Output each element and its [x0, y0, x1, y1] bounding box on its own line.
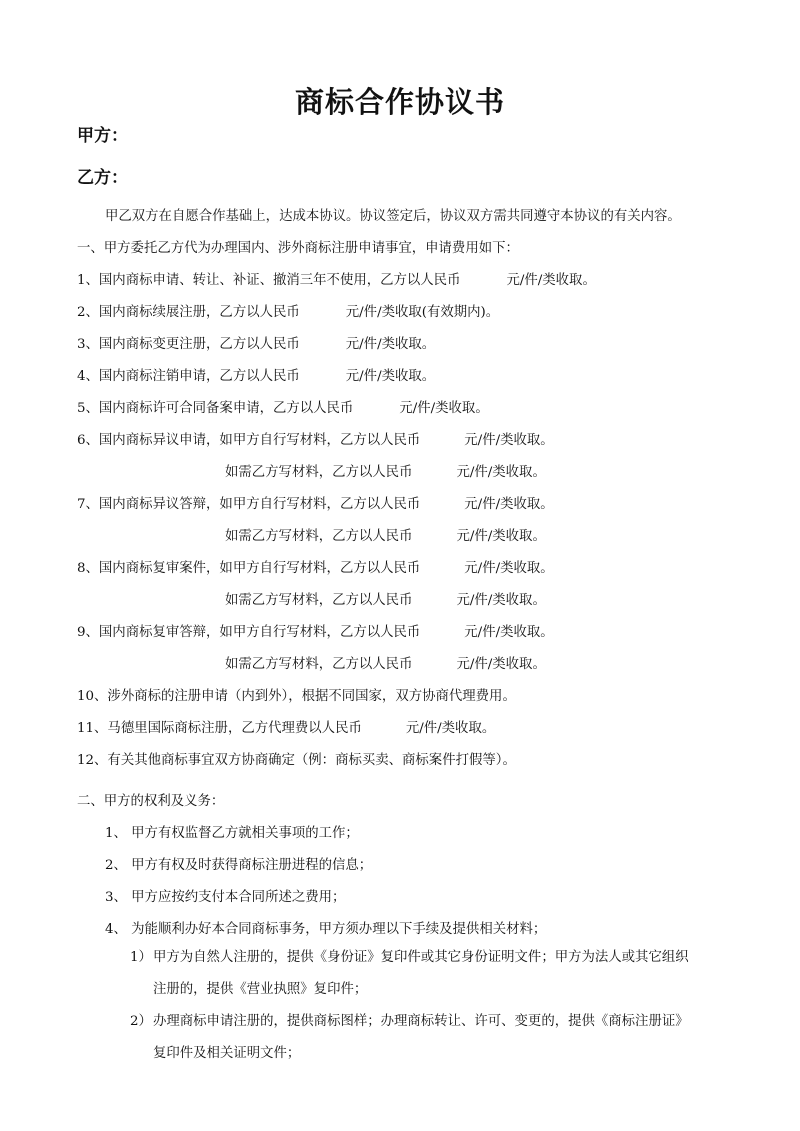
fee-item-unit: 元/件/类收取。	[464, 625, 554, 640]
sub-item-line: 办理商标申请注册的，提供商标图样；办理商标转让、许可、变更的，提供《商标注册证》	[153, 1014, 689, 1029]
fee-item	[225, 461, 546, 480]
party-b-label: 乙方：	[77, 168, 128, 188]
intro-paragraph: 甲乙双方在自愿合作基础上，达成本协议。协议签定后，协议双方需共同遵守本协议的有关内容。	[105, 209, 681, 224]
fee-item-unit: 元/件/类收取。	[399, 401, 489, 416]
fee-item-text: 9、国内商标复审答辩，如甲方自行写材料，乙方以人民币	[77, 625, 421, 640]
fee-item-unit: 元/件/类收取。	[506, 273, 596, 288]
section1-heading: 一、甲方委托乙方代为办理国内、涉外商标注册申请事宜，申请费用如下：	[77, 241, 519, 256]
obligation-item: 3、 甲方应按约支付本合同所述之费用；	[105, 890, 346, 905]
party-a-label: 甲方：	[77, 126, 128, 146]
fee-item	[77, 269, 596, 288]
fee-item-unit: 元/件/类收取。	[464, 497, 554, 512]
sub-item-number: 2）	[130, 1014, 152, 1029]
fee-item-text: 1、国内商标申请、转让、补证、撤消三年不使用，乙方以人民币	[77, 273, 461, 288]
fee-item-text: 如需乙方写材料，乙方以人民币	[225, 465, 413, 480]
fee-item-unit: 元/件/类收取。	[456, 593, 546, 608]
fee-item	[77, 333, 435, 352]
fee-item	[77, 621, 554, 640]
fee-item-unit: 元/件/类收取。	[456, 657, 546, 672]
fee-item-text: 2、国内商标续展注册，乙方以人民币	[77, 305, 300, 320]
sub-item-line: 甲方为自然人注册的，提供《身份证》复印件或其它身份证明文件；甲方为法人或其它组织	[153, 950, 689, 965]
fee-item-unit: 元/件/类收取(有效期内)。	[345, 305, 500, 320]
fee-item-unit: 元/件/类收取。	[405, 721, 496, 736]
fee-item-unit: 元/件/类收取。	[456, 529, 546, 544]
section2-heading: 二、甲方的权利及义务：	[77, 794, 225, 809]
fee-item-unit: 元/件/类收取。	[464, 561, 554, 576]
fee-item	[77, 685, 516, 704]
fee-item	[225, 589, 546, 608]
fee-item	[225, 525, 546, 544]
document-title: 商标合作协议书	[294, 85, 505, 119]
sub-item-line: 复印件及相关证明文件；	[153, 1046, 301, 1061]
fee-item	[77, 365, 435, 384]
obligation-item: 1、 甲方有权监督乙方就相关事项的工作；	[105, 826, 359, 841]
fee-item-unit: 元/件/类收取。	[464, 433, 554, 448]
fee-item-unit: 元/件/类收取。	[456, 465, 546, 480]
fee-item-text: 11、马德里国际商标注册，乙方代理费以人民币	[77, 721, 362, 736]
fee-item-unit: 元/件/类收取。	[345, 369, 436, 384]
fee-item	[77, 749, 516, 768]
fee-item	[77, 557, 554, 576]
fee-item	[77, 301, 499, 320]
fee-item-text: 8、国内商标复审案件，如甲方自行写材料，乙方以人民币	[77, 561, 421, 576]
fee-item-text: 如需乙方写材料，乙方以人民币	[225, 593, 413, 608]
fee-item	[77, 717, 495, 736]
obligation-item: 4、 为能顺利办好本合同商标事务，甲方须办理以下手续及提供相关材料；	[105, 922, 547, 937]
fee-item-text: 7、国内商标异议答辩，如甲方自行写材料，乙方以人民币	[77, 497, 421, 512]
fee-item-text: 5、国内商标许可合同备案申请，乙方以人民币	[77, 401, 354, 416]
obligation-item: 2、 甲方有权及时获得商标注册进程的信息；	[105, 858, 373, 873]
fee-item-text: 如需乙方写材料，乙方以人民币	[225, 657, 413, 672]
fee-item	[77, 397, 489, 416]
fee-item-unit: 元/件/类收取。	[345, 337, 436, 352]
fee-item-text: 3、国内商标变更注册，乙方以人民币	[77, 337, 300, 352]
fee-item	[77, 429, 554, 448]
fee-item	[77, 493, 554, 512]
fee-item-text: 如需乙方写材料，乙方以人民币	[225, 529, 413, 544]
fee-item-text: 10、涉外商标的注册申请（内到外），根据不同国家，双方协商代理费用。	[77, 689, 516, 704]
fee-item-text: 6、国内商标异议申请，如甲方自行写材料，乙方以人民币	[77, 433, 421, 448]
fee-item-text: 12、有关其他商标事宜双方协商确定（例：商标买卖、商标案件打假等）。	[77, 753, 516, 768]
fee-item	[225, 653, 546, 672]
sub-item-number: 1）	[130, 950, 152, 965]
fee-item-text: 4、国内商标注销申请，乙方以人民币	[77, 369, 300, 384]
sub-item-line: 注册的，提供《营业执照》复印件；	[153, 982, 368, 997]
